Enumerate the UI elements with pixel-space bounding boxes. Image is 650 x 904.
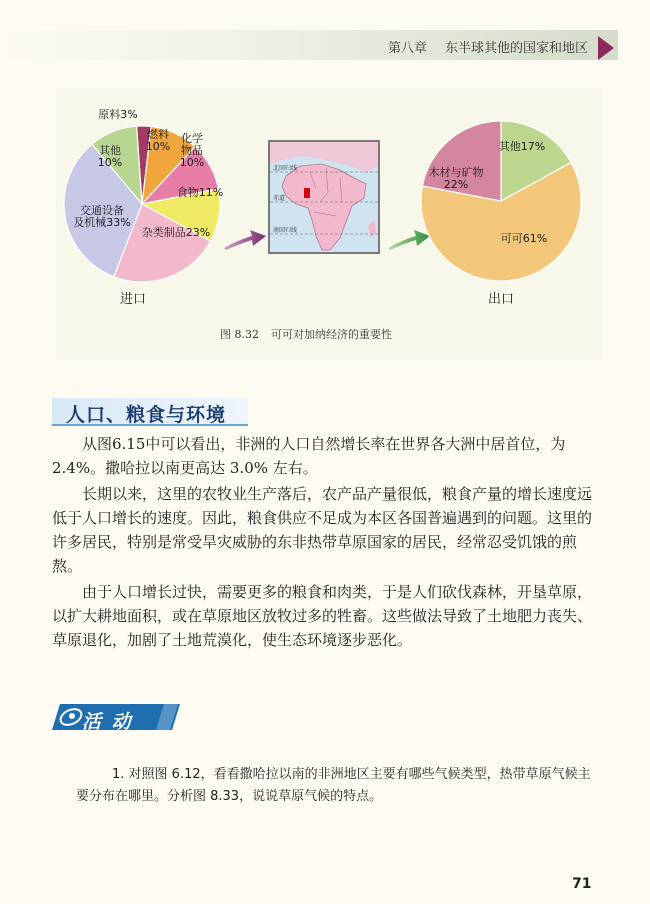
- chapter-label: 第八章: [387, 41, 427, 56]
- paragraph: 由于人口增长过快，需要更多的粮食和肉类，于是人们砍伐森林，开垦草原，以扩大耕地面积，或在草原地区放牧过多的牲畜。这些做法导致了土地肥力丧失、草原退化，加剧了土地荒漠化，使生态环境逐步恶化。: [52, 583, 593, 649]
- paragraph: 长期以来，这里的农牧业生产落后，农产品产量很低，粮食产量的增长速度远低于人口增长的速度。因此，粮食供应不足成为本区各国普遍遇到的问题。这里的许多居民，特别是常受旱灾威胁的东非热带草原国家的居民，经常忍受饥饿的煎熬。: [52, 485, 593, 575]
- arrow-right-icon: [222, 226, 268, 252]
- pie-slice-label: 燃料 10%: [145, 128, 171, 153]
- section-title: 人口、粮食与环境: [66, 404, 227, 426]
- pie-slice-label: 其他17%: [498, 140, 546, 153]
- pie-slice-label: 杂类制品23%: [141, 226, 211, 239]
- section-heading: [52, 398, 248, 426]
- chapter-marker-icon: [598, 36, 614, 60]
- running-header: [388, 37, 588, 56]
- import-pie-chart: [62, 108, 222, 284]
- pie-slice-label: 木材与矿物 22%: [428, 166, 484, 191]
- pie-slice-label: 其他 10%: [97, 144, 123, 169]
- pie-slice-label: 化学物品 10%: [179, 132, 205, 169]
- figure-caption: [220, 326, 392, 342]
- africa-locator-map: [268, 140, 380, 254]
- activity-title: 活 动: [82, 711, 133, 733]
- pie-slice-label: 交通设备及机械33%: [73, 204, 131, 229]
- activity-question: 1. 对照图 6.12，看看撒哈拉以南的非洲地区主要有哪些气候类型，热带草原气候主要分布在哪里。分析图 8.33，说说草原气候的特点。: [76, 767, 591, 804]
- map-label-tropic-cancer: 北回归线: [273, 165, 298, 172]
- map-label-equator: 赤道: [273, 195, 286, 202]
- pie-slice-label: 食物11%: [176, 186, 224, 199]
- map-label-tropic-capricorn: 南回归线: [273, 227, 298, 234]
- figure-caption-text: 可可对加纳经济的重要性: [271, 328, 392, 341]
- figure-number: 图 8.32: [220, 328, 259, 341]
- export-pie-chart: [418, 118, 584, 284]
- import-chart-title: 进口: [120, 292, 147, 307]
- page-number: 71: [572, 876, 592, 892]
- chapter-title: 东半球其他的国家和地区: [444, 41, 588, 56]
- export-chart-title: 出口: [488, 292, 515, 307]
- pie-slice-label: 可可61%: [500, 232, 548, 245]
- pie-slice-label: 原料3%: [98, 108, 138, 121]
- paragraph: 从图6.15中可以看出，非洲的人口自然增长率在世界各大洲中居首位，为2.4%。撒哈拉以南更高达 3.0% 左右。: [52, 435, 566, 477]
